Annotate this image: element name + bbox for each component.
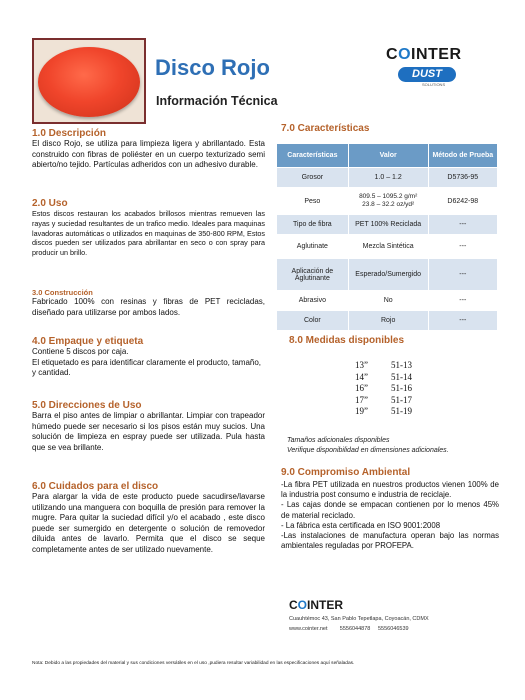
logo-brand: COINTER (386, 46, 462, 63)
logo-tag: SOLUTIONS (422, 82, 446, 87)
section-use (32, 198, 265, 288)
section-heading-environment: 9.0 Compromiso Ambiental (281, 467, 411, 478)
section-construction (32, 288, 265, 336)
table-cell: Mezcla Sintética (348, 235, 428, 259)
section-directions (32, 400, 265, 481)
table-cell: Tipo de fibra (277, 215, 349, 235)
footer-address: Cuauhtémoc 43, San Pablo Tepetlapa, Coyoacán, CDMX (289, 616, 429, 622)
list-item (355, 360, 412, 372)
list-item (355, 406, 412, 418)
specs-table (276, 143, 498, 331)
table-cell: --- (428, 235, 497, 259)
table-row (277, 311, 498, 331)
table-row (277, 215, 498, 235)
column-header: Valor (348, 144, 428, 168)
section-heading: 2.0 Uso (32, 198, 68, 209)
table-cell: Aplicación de Aglutinante (277, 259, 349, 291)
table-cell: Peso (277, 188, 349, 215)
section-description (32, 128, 265, 198)
product-photo (32, 38, 146, 124)
column-header: Método de Prueba (428, 144, 497, 168)
table-cell: D6242-98 (428, 188, 497, 215)
table-cell: 809.5 – 1095.2 g/m² 23.8 – 32.2 oz/yd² (348, 188, 428, 215)
note-line: Tamaños adicionales disponibles (287, 437, 390, 444)
cointer-dust-logo (386, 46, 466, 106)
note-line: Verifique disponibilidad en dimensiones adicionales. (287, 446, 449, 454)
list-item (355, 372, 412, 384)
table-row (277, 188, 498, 215)
footer-website[interactable]: www.cointer.net (289, 626, 328, 632)
size-inches: 19” (355, 406, 368, 416)
table-cell: --- (428, 215, 497, 235)
section-text: Estos discos restauran los acabados brillosos mientras remueven las rayas y suciedad resultantes de un trafico medio. Ideales para maquinas lavadoras automáticas o utilizados en maquinas de 350-800 RPM, Estos discos pueden ser utilizados para abrillantar en seco o con spray para producir un brillo. (32, 209, 265, 258)
table-cell: Aglutinate (277, 235, 349, 259)
section-text: Fabricado 100% con resinas y fibras de PET recicladas, diseñado para utilizarse por ambos lados. (32, 297, 265, 317)
page-subtitle: Información Técnica (156, 94, 278, 108)
table-row (277, 235, 498, 259)
footer-contact (289, 626, 409, 632)
section-packaging (32, 336, 265, 400)
section-text: Para alargar la vida de este producto puede sacudirse/lavarse utilizando una manguera con boquilla de presión para remover la mugre. Para quitar la suciedad difícil y/o el acabado , este disco puede ser sumergido en detergente o solución de removedor diluida antes de lavarlo. Permita que el disco se seque completamente antes de ser utilizado nuevamente. (32, 492, 265, 554)
left-column (32, 128, 265, 555)
size-code: 51-14 (391, 371, 412, 382)
table-header-row (277, 144, 498, 168)
list-item (355, 395, 412, 407)
table-row (277, 168, 498, 188)
column-header: Características (277, 144, 349, 168)
size-code: 51-13 (391, 360, 412, 370)
table-cell: Esperado/Sumergido (348, 259, 428, 291)
table-cell: PET 100% Reciclada (348, 215, 428, 235)
logo-dust-badge: DUST (398, 67, 456, 82)
list-item (355, 383, 412, 395)
table-cell: Rojo (348, 311, 428, 331)
footer-logo: COINTER (289, 598, 344, 612)
environment-text: -La fibra PET utilizada en nuestros productos vienen 100% de la industria post consumo e industria de reciclaje. - Las cajas donde se empacan contienen por lo menos 45% de material reciclado. - La fábrica esta certificada en ISO 9001:2008 -Las instalaciones de manufactura operan bajo las normas ambientales reguladas por PROFEPA. (281, 480, 499, 551)
table-cell: 1.0 – 1.2 (348, 168, 428, 188)
footer-phone: 5556044878 (339, 626, 371, 632)
section-heading: 3.0 Construcción (32, 288, 93, 297)
footer-phone: 5556046539 (378, 626, 409, 632)
table-cell: Abrasivo (277, 291, 349, 311)
sizes-list (355, 360, 412, 418)
section-heading: 6.0 Cuidados para el disco (32, 481, 159, 492)
section-text: Contiene 5 discos por caja. El etiquetado es para identificar claramente el producto, tamaño, y cantidad. (32, 347, 262, 377)
section-care (32, 481, 265, 555)
section-heading: 5.0 Direcciones de Uso (32, 400, 142, 411)
size-code: 51-16 (391, 383, 412, 393)
size-code: 51-17 (391, 394, 412, 405)
section-heading: 4.0 Empaque y etiqueta (32, 336, 144, 347)
table-cell: --- (428, 311, 497, 331)
section-heading-sizes: 8.0 Medidas disponibles (289, 335, 405, 346)
table-cell: D5736-95 (428, 168, 497, 188)
table-row (277, 259, 498, 291)
size-inches: 17” (355, 394, 368, 405)
table-cell: No (348, 291, 428, 311)
table-cell: Color (277, 311, 349, 331)
red-disc-image (38, 47, 140, 117)
size-inches: 13” (355, 360, 368, 370)
section-text: El disco Rojo, se utiliza para limpieza ligera y abrillantado. Esta construido con fibras de poliéster en un cuerpo texturizado semi abierto/no tejido. Partículas adheridos con un adhesivo durable. (32, 139, 265, 169)
table-cell: Grosor (277, 168, 349, 188)
size-inches: 16” (355, 383, 368, 393)
page-title: Disco Rojo (155, 55, 270, 80)
table-row (277, 291, 498, 311)
size-code: 51-19 (391, 406, 412, 416)
footer-note: Nota: Debido a las propiedades del material y sus condiciones versátiles en el uso ,pudiera resultar variabilidad en las especificaciones aquí señaladas. (32, 661, 355, 666)
section-heading-characteristics: 7.0 Características (281, 123, 370, 134)
size-inches: 14” (355, 371, 368, 382)
table-cell: --- (428, 291, 497, 311)
section-heading: 1.0 Descripción (32, 128, 106, 139)
table-cell: --- (428, 259, 497, 291)
additional-sizes-note (287, 436, 449, 455)
section-text: Barra el piso antes de limpiar o abrillantar. Limpiar con trapeador húmedo puede ser necesario si los pisos están muy sucios. Una solución de limpieza en espray puede ser utilizada. Pula hasta que se vea brillante. (32, 411, 265, 452)
